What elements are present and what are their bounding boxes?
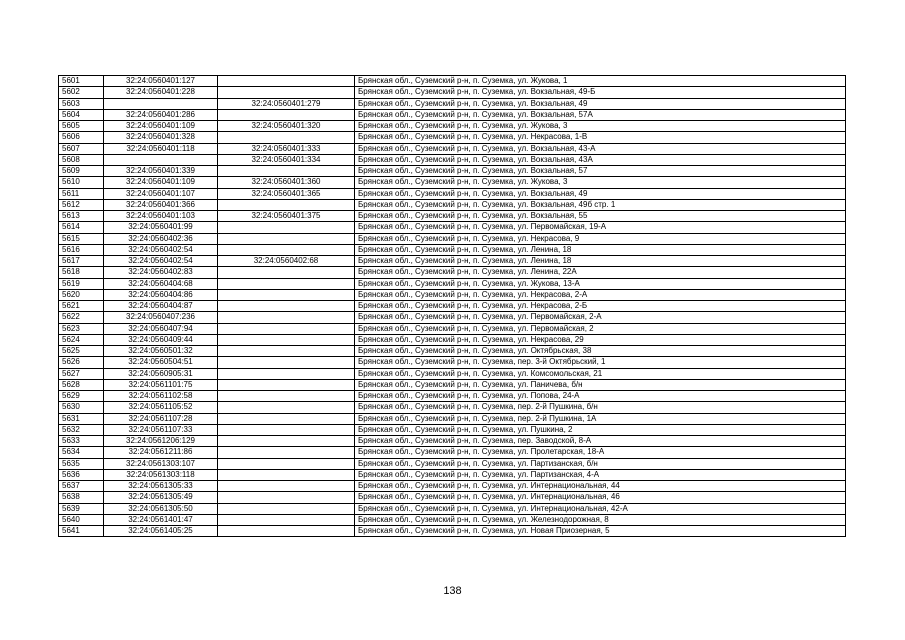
table-row	[59, 323, 846, 334]
table-row	[59, 458, 846, 469]
address-cell: Брянская обл., Суземский р-н, п. Суземка, ул. Жукова, 3	[355, 177, 846, 188]
table-row	[59, 402, 846, 413]
table-row	[59, 166, 846, 177]
linked-cadastral-number-cell	[218, 413, 355, 424]
table-row	[59, 267, 846, 278]
linked-cadastral-number-cell	[218, 222, 355, 233]
row-number-cell: 5622	[59, 312, 104, 323]
row-number-cell: 5614	[59, 222, 104, 233]
address-cell: Брянская обл., Суземский р-н, п. Суземка, ул. Партизанская, 4-А	[355, 469, 846, 480]
table-row	[59, 87, 846, 98]
table-row	[59, 76, 846, 87]
linked-cadastral-number-cell	[218, 402, 355, 413]
linked-cadastral-number-cell	[218, 469, 355, 480]
cadastral-number-cell: 32:24:0561401:47	[104, 514, 218, 525]
linked-cadastral-number-cell	[218, 334, 355, 345]
linked-cadastral-number-cell	[218, 481, 355, 492]
row-number-cell: 5629	[59, 391, 104, 402]
row-number-cell: 5609	[59, 166, 104, 177]
row-number-cell: 5639	[59, 503, 104, 514]
cadastral-number-cell: 32:24:0560409:44	[104, 334, 218, 345]
cadastral-number-cell: 32:24:0561305:50	[104, 503, 218, 514]
cadastral-number-cell: 32:24:0560401:109	[104, 121, 218, 132]
table-row	[59, 289, 846, 300]
table-row	[59, 469, 846, 480]
table-row	[59, 334, 846, 345]
table-row	[59, 436, 846, 447]
linked-cadastral-number-cell: 32:24:0560401:360	[218, 177, 355, 188]
cadastral-number-cell: 32:24:0560404:68	[104, 278, 218, 289]
address-cell: Брянская обл., Суземский р-н, п. Суземка, ул. Вокзальная, 43-А	[355, 143, 846, 154]
table-row	[59, 368, 846, 379]
linked-cadastral-number-cell: 32:24:0560401:333	[218, 143, 355, 154]
linked-cadastral-number-cell	[218, 76, 355, 87]
address-cell: Брянская обл., Суземский р-н, п. Суземка, пер. Заводской, 8-А	[355, 436, 846, 447]
cadastral-number-cell: 32:24:0560401:366	[104, 199, 218, 210]
table-row	[59, 346, 846, 357]
address-cell: Брянская обл., Суземский р-н, п. Суземка, ул. Вокзальная, 49	[355, 188, 846, 199]
table-row	[59, 132, 846, 143]
cadastral-number-cell: 32:24:0560401:228	[104, 87, 218, 98]
linked-cadastral-number-cell: 32:24:0560401:365	[218, 188, 355, 199]
linked-cadastral-number-cell: 32:24:0560402:68	[218, 256, 355, 267]
records-table	[58, 75, 846, 537]
linked-cadastral-number-cell: 32:24:0560401:320	[218, 121, 355, 132]
cadastral-number-cell: 32:24:0561107:33	[104, 424, 218, 435]
cadastral-number-cell: 32:24:0561303:118	[104, 469, 218, 480]
address-cell: Брянская обл., Суземский р-н, п. Суземка, ул. Некрасова, 29	[355, 334, 846, 345]
linked-cadastral-number-cell: 32:24:0560401:375	[218, 211, 355, 222]
address-cell: Брянская обл., Суземский р-н, п. Суземка, ул. Ленина, 18	[355, 256, 846, 267]
cadastral-number-cell: 32:24:0560401:109	[104, 177, 218, 188]
table-row	[59, 188, 846, 199]
table-row	[59, 177, 846, 188]
row-number-cell: 5635	[59, 458, 104, 469]
table-row	[59, 379, 846, 390]
linked-cadastral-number-cell	[218, 346, 355, 357]
row-number-cell: 5638	[59, 492, 104, 503]
linked-cadastral-number-cell	[218, 368, 355, 379]
address-cell: Брянская обл., Суземский р-н, п. Суземка, ул. Интернациональная, 44	[355, 481, 846, 492]
cadastral-number-cell: 32:24:0560401:103	[104, 211, 218, 222]
table-row	[59, 357, 846, 368]
cadastral-number-cell: 32:24:0561303:107	[104, 458, 218, 469]
row-number-cell: 5611	[59, 188, 104, 199]
address-cell: Брянская обл., Суземский р-н, п. Суземка, пер. 3-й Октябрьский, 1	[355, 357, 846, 368]
cadastral-number-cell: 32:24:0561101:75	[104, 379, 218, 390]
address-cell: Брянская обл., Суземский р-н, п. Суземка, ул. Некрасова, 2-А	[355, 289, 846, 300]
linked-cadastral-number-cell	[218, 244, 355, 255]
cadastral-number-cell: 32:24:0560402:54	[104, 244, 218, 255]
table-row	[59, 514, 846, 525]
linked-cadastral-number-cell	[218, 109, 355, 120]
row-number-cell: 5620	[59, 289, 104, 300]
address-cell: Брянская обл., Суземский р-н, п. Суземка, ул. Партизанская, б/н	[355, 458, 846, 469]
address-cell: Брянская обл., Суземский р-н, п. Суземка, ул. Железнодорожная, 8	[355, 514, 846, 525]
linked-cadastral-number-cell	[218, 267, 355, 278]
table-row	[59, 143, 846, 154]
address-cell: Брянская обл., Суземский р-н, п. Суземка, ул. Некрасова, 2-Б	[355, 301, 846, 312]
cadastral-number-cell: 32:24:0560401:107	[104, 188, 218, 199]
row-number-cell: 5623	[59, 323, 104, 334]
cadastral-number-cell: 32:24:0561405:25	[104, 526, 218, 537]
address-cell: Брянская обл., Суземский р-н, п. Суземка, ул. Первомайская, 2-А	[355, 312, 846, 323]
cadastral-number-cell: 32:24:0560905:31	[104, 368, 218, 379]
address-cell: Брянская обл., Суземский р-н, п. Суземка, ул. Некрасова, 9	[355, 233, 846, 244]
linked-cadastral-number-cell	[218, 199, 355, 210]
table-row	[59, 526, 846, 537]
row-number-cell: 5626	[59, 357, 104, 368]
row-number-cell: 5618	[59, 267, 104, 278]
linked-cadastral-number-cell	[218, 447, 355, 458]
address-cell: Брянская обл., Суземский р-н, п. Суземка, ул. Вокзальная, 49	[355, 98, 846, 109]
cadastral-number-cell: 32:24:0560504:51	[104, 357, 218, 368]
address-cell: Брянская обл., Суземский р-н, п. Суземка, ул. Ленина, 22А	[355, 267, 846, 278]
address-cell: Брянская обл., Суземский р-н, п. Суземка, ул. Вокзальная, 49-Б	[355, 87, 846, 98]
row-number-cell: 5640	[59, 514, 104, 525]
row-number-cell: 5605	[59, 121, 104, 132]
table-row	[59, 222, 846, 233]
linked-cadastral-number-cell	[218, 526, 355, 537]
table-row	[59, 413, 846, 424]
table-row	[59, 121, 846, 132]
row-number-cell: 5637	[59, 481, 104, 492]
cadastral-number-cell: 32:24:0561107:28	[104, 413, 218, 424]
address-cell: Брянская обл., Суземский р-н, п. Суземка, ул. Паничева, б/н	[355, 379, 846, 390]
address-cell: Брянская обл., Суземский р-н, п. Суземка, ул. Вокзальная, 57А	[355, 109, 846, 120]
cadastral-number-cell: 32:24:0560401:127	[104, 76, 218, 87]
records-table-body	[59, 76, 846, 537]
address-cell: Брянская обл., Суземский р-н, п. Суземка, ул. Новая Приозерная, 5	[355, 526, 846, 537]
row-number-cell: 5621	[59, 301, 104, 312]
cadastral-number-cell: 32:24:0560401:328	[104, 132, 218, 143]
table-row	[59, 256, 846, 267]
cadastral-number-cell: 32:24:0560407:94	[104, 323, 218, 334]
table-row	[59, 211, 846, 222]
row-number-cell: 5610	[59, 177, 104, 188]
row-number-cell: 5601	[59, 76, 104, 87]
address-cell: Брянская обл., Суземский р-н, п. Суземка, ул. Интернациональная, 46	[355, 492, 846, 503]
cadastral-number-cell: 32:24:0560401:99	[104, 222, 218, 233]
table-row	[59, 199, 846, 210]
row-number-cell: 5631	[59, 413, 104, 424]
table-row	[59, 312, 846, 323]
row-number-cell: 5602	[59, 87, 104, 98]
cadastral-number-cell: 32:24:0561105:52	[104, 402, 218, 413]
address-cell: Брянская обл., Суземский р-н, п. Суземка, ул. Пушкина, 2	[355, 424, 846, 435]
table-row	[59, 447, 846, 458]
cadastral-number-cell: 32:24:0560401:286	[104, 109, 218, 120]
linked-cadastral-number-cell	[218, 289, 355, 300]
cadastral-number-cell: 32:24:0561305:49	[104, 492, 218, 503]
linked-cadastral-number-cell	[218, 233, 355, 244]
cadastral-number-cell	[104, 154, 218, 165]
linked-cadastral-number-cell	[218, 312, 355, 323]
linked-cadastral-number-cell	[218, 379, 355, 390]
address-cell: Брянская обл., Суземский р-н, п. Суземка, ул. Некрасова, 1-В	[355, 132, 846, 143]
row-number-cell: 5625	[59, 346, 104, 357]
row-number-cell: 5613	[59, 211, 104, 222]
row-number-cell: 5636	[59, 469, 104, 480]
row-number-cell: 5617	[59, 256, 104, 267]
address-cell: Брянская обл., Суземский р-н, п. Суземка, ул. Интернациональная, 42-А	[355, 503, 846, 514]
cadastral-number-cell: 32:24:0561305:33	[104, 481, 218, 492]
address-cell: Брянская обл., Суземский р-н, п. Суземка, ул. Жукова, 1	[355, 76, 846, 87]
row-number-cell: 5619	[59, 278, 104, 289]
table-row	[59, 98, 846, 109]
row-number-cell: 5612	[59, 199, 104, 210]
cadastral-number-cell: 32:24:0561206:129	[104, 436, 218, 447]
cadastral-number-cell: 32:24:0560401:339	[104, 166, 218, 177]
row-number-cell: 5608	[59, 154, 104, 165]
table-row	[59, 109, 846, 120]
address-cell: Брянская обл., Суземский р-н, п. Суземка, ул. Первомайская, 2	[355, 323, 846, 334]
row-number-cell: 5634	[59, 447, 104, 458]
linked-cadastral-number-cell	[218, 323, 355, 334]
address-cell: Брянская обл., Суземский р-н, п. Суземка, ул. Жукова, 3	[355, 121, 846, 132]
address-cell: Брянская обл., Суземский р-н, п. Суземка, ул. Вокзальная, 57	[355, 166, 846, 177]
row-number-cell: 5624	[59, 334, 104, 345]
cadastral-number-cell: 32:24:0561102:58	[104, 391, 218, 402]
table-row	[59, 481, 846, 492]
cadastral-number-cell: 32:24:0560501:32	[104, 346, 218, 357]
table-row	[59, 278, 846, 289]
linked-cadastral-number-cell	[218, 436, 355, 447]
cadastral-number-cell: 32:24:0560402:83	[104, 267, 218, 278]
address-cell: Брянская обл., Суземский р-н, п. Суземка, ул. Вокзальная, 43А	[355, 154, 846, 165]
table-row	[59, 503, 846, 514]
linked-cadastral-number-cell	[218, 87, 355, 98]
cadastral-number-cell: 32:24:0560404:87	[104, 301, 218, 312]
row-number-cell: 5628	[59, 379, 104, 390]
table-row	[59, 154, 846, 165]
table-row	[59, 301, 846, 312]
row-number-cell: 5615	[59, 233, 104, 244]
address-cell: Брянская обл., Суземский р-н, п. Суземка, ул. Комсомольская, 21	[355, 368, 846, 379]
table-row	[59, 424, 846, 435]
address-cell: Брянская обл., Суземский р-н, п. Суземка, ул. Вокзальная, 55	[355, 211, 846, 222]
row-number-cell: 5616	[59, 244, 104, 255]
cadastral-number-cell	[104, 98, 218, 109]
row-number-cell: 5603	[59, 98, 104, 109]
address-cell: Брянская обл., Суземский р-н, п. Суземка, ул. Пролетарская, 18-А	[355, 447, 846, 458]
linked-cadastral-number-cell: 32:24:0560401:334	[218, 154, 355, 165]
linked-cadastral-number-cell	[218, 514, 355, 525]
cadastral-number-cell: 32:24:0561211:86	[104, 447, 218, 458]
row-number-cell: 5633	[59, 436, 104, 447]
row-number-cell: 5604	[59, 109, 104, 120]
address-cell: Брянская обл., Суземский р-н, п. Суземка, ул. Попова, 24-А	[355, 391, 846, 402]
row-number-cell: 5630	[59, 402, 104, 413]
linked-cadastral-number-cell	[218, 357, 355, 368]
page-number: 138	[443, 585, 462, 597]
address-cell: Брянская обл., Суземский р-н, п. Суземка, ул. Вокзальная, 49б стр. 1	[355, 199, 846, 210]
linked-cadastral-number-cell	[218, 301, 355, 312]
cadastral-number-cell: 32:24:0560407:236	[104, 312, 218, 323]
table-row	[59, 244, 846, 255]
address-cell: Брянская обл., Суземский р-н, п. Суземка, пер. 2-й Пушкина, б/н	[355, 402, 846, 413]
table-row	[59, 492, 846, 503]
linked-cadastral-number-cell	[218, 424, 355, 435]
linked-cadastral-number-cell	[218, 132, 355, 143]
address-cell: Брянская обл., Суземский р-н, п. Суземка, пер. 2-й Пушкина, 1А	[355, 413, 846, 424]
cadastral-number-cell: 32:24:0560402:36	[104, 233, 218, 244]
linked-cadastral-number-cell	[218, 503, 355, 514]
linked-cadastral-number-cell	[218, 492, 355, 503]
cadastral-number-cell: 32:24:0560402:54	[104, 256, 218, 267]
linked-cadastral-number-cell	[218, 278, 355, 289]
address-cell: Брянская обл., Суземский р-н, п. Суземка, ул. Ленина, 18	[355, 244, 846, 255]
cadastral-number-cell: 32:24:0560404:86	[104, 289, 218, 300]
linked-cadastral-number-cell	[218, 166, 355, 177]
address-cell: Брянская обл., Суземский р-н, п. Суземка, ул. Первомайская, 19-А	[355, 222, 846, 233]
linked-cadastral-number-cell	[218, 458, 355, 469]
row-number-cell: 5607	[59, 143, 104, 154]
row-number-cell: 5641	[59, 526, 104, 537]
address-cell: Брянская обл., Суземский р-н, п. Суземка, ул. Октябрьская, 38	[355, 346, 846, 357]
linked-cadastral-number-cell	[218, 391, 355, 402]
table-row	[59, 391, 846, 402]
table-row	[59, 233, 846, 244]
row-number-cell: 5627	[59, 368, 104, 379]
cadastral-number-cell: 32:24:0560401:118	[104, 143, 218, 154]
address-cell: Брянская обл., Суземский р-н, п. Суземка, ул. Жукова, 13-А	[355, 278, 846, 289]
row-number-cell: 5632	[59, 424, 104, 435]
linked-cadastral-number-cell: 32:24:0560401:279	[218, 98, 355, 109]
row-number-cell: 5606	[59, 132, 104, 143]
